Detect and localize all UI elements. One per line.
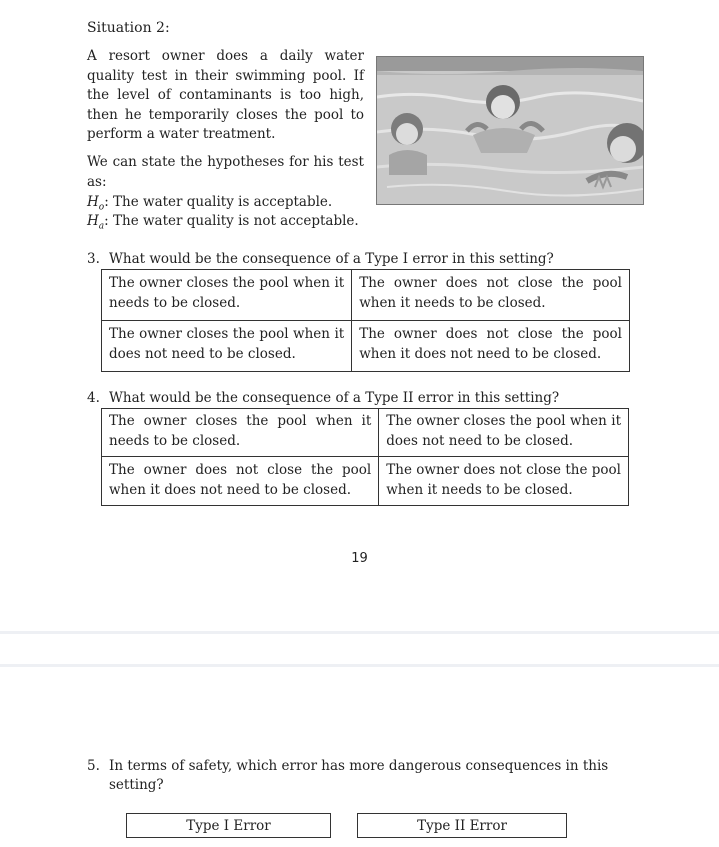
alternative-hypothesis: $H_a$: The water quality is not acceptable.	[87, 213, 359, 232]
question-5: 5. In terms of safety, which error has more dangerous consequences in this setting?	[87, 758, 609, 793]
null-hypothesis: $H_o$: The water quality is acceptable.	[87, 194, 333, 213]
page-separator	[0, 664, 719, 667]
q4-option-c[interactable]: The owner does not close the pool when it does not need to be closed.	[102, 457, 379, 506]
pool-children-photo	[376, 56, 644, 205]
question-3: 3. What would be the consequence of a Type I error in this setting?	[87, 251, 554, 267]
q3-option-d[interactable]: The owner does not close the pool when it does not need to be closed.	[352, 321, 630, 372]
situation-heading: Situation 2:	[87, 20, 170, 36]
q4-option-d[interactable]: The owner does not close the pool when it needs to be closed.	[379, 457, 629, 506]
hypotheses-intro: We can state the hypotheses for his test as:	[87, 154, 364, 190]
q3-option-c[interactable]: The owner closes the pool when it does not need to be closed.	[102, 321, 352, 372]
question-4-options	[101, 408, 629, 506]
type-2-error-choice[interactable]: Type II Error	[357, 813, 567, 838]
type-1-error-choice[interactable]: Type I Error	[126, 813, 331, 838]
situation-description: A resort owner does a daily water quality test in their swimming pool. If the level of contaminants is too high, then he temporarily closes the pool to perform a water treatment.	[87, 48, 364, 143]
question-3-options	[101, 269, 630, 372]
q4-option-a[interactable]: The owner closes the pool when it needs to be closed.	[102, 409, 379, 457]
page-separator	[0, 631, 719, 634]
q3-option-b[interactable]: The owner does not close the pool when it needs to be closed.	[352, 270, 630, 321]
q4-option-b[interactable]: The owner closes the pool when it does not need to be closed.	[379, 409, 629, 457]
q3-option-a[interactable]: The owner closes the pool when it needs to be closed.	[102, 270, 352, 321]
question-4: 4. What would be the consequence of a Type II error in this setting?	[87, 390, 560, 406]
page-number: 19	[351, 551, 368, 566]
